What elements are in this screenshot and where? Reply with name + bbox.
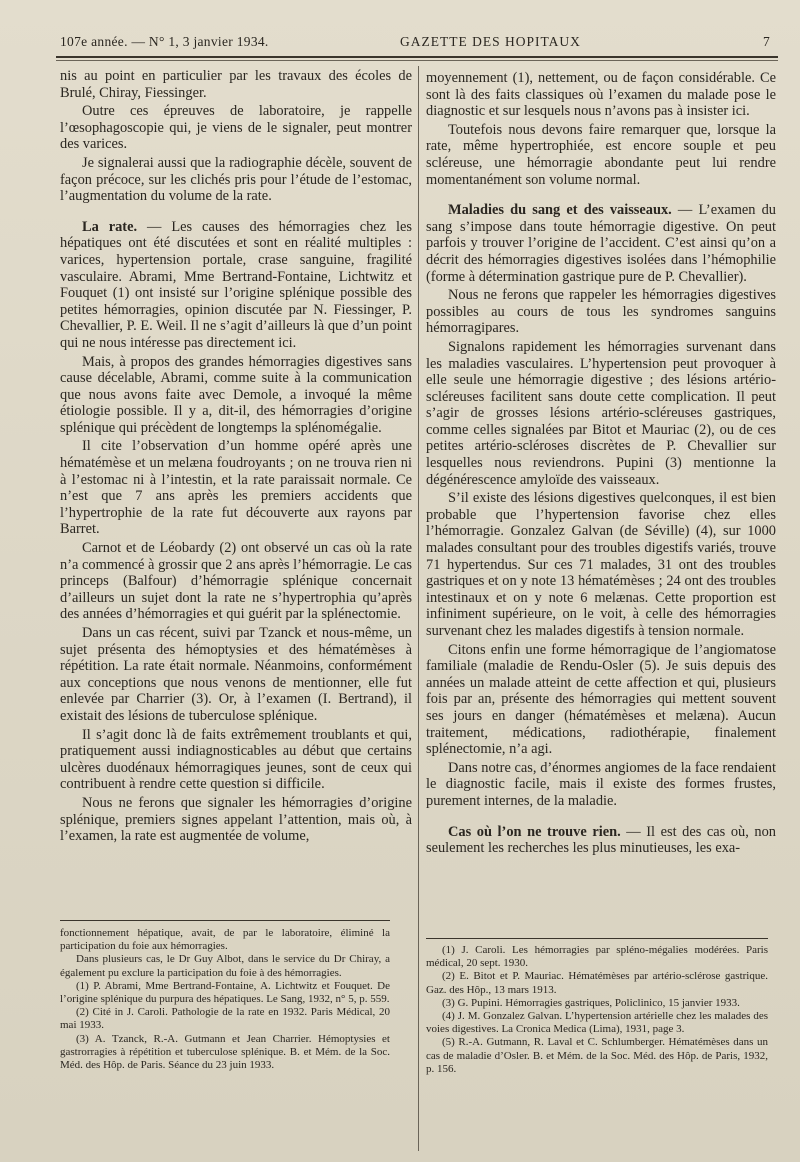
paragraph: Il s’agit donc là de faits extrêmement troublants et qui, pratiquement aussi indiagnosticables au début que certains ulcères duodénaux hémorragiques jeunes, sont de ceux qui contribuent à rendre cette question si difficile. bbox=[60, 726, 412, 793]
paragraph-cas-ou-rien: Cas où l’on ne trouve rien. — Il est des cas où, non seulement les recherches les plus minutieuses, les exa- bbox=[426, 823, 776, 857]
footnote: Dans plusieurs cas, le Dr Guy Albot, dans le service du Dr Chiray, a également pu exclure la participation du foie à des hémorragies. bbox=[60, 953, 390, 979]
footnotes-left bbox=[60, 927, 390, 1072]
section-heading: Maladies du sang et des vaisseaux. bbox=[448, 202, 672, 219]
footnote: fonctionnement hépatique, avait, de par le laboratoire, éliminé la participation du foie aux hémorragies. bbox=[60, 927, 390, 953]
right-column bbox=[426, 70, 776, 857]
paragraph: S’il existe des lésions digestives quelconques, il est bien probable que l’hypertension favorise chez elles l’hémorragie. Gonzalez Galvan (de Séville) (4), sur 1000 malades consultant pour des troubles digestifs variés, trouve 71 hypertendus. Sur ces 71 malades, 31 ont des troubles gastriques et on y note 13 hématémèses ; 24 ont des troubles intestinaux et on y note 6 melænas. Cette proportion est infiniment supérieure, on le voit, à celle des hémorragies survenant chez les malades digestifs à tension normale. bbox=[426, 490, 776, 639]
footnote-rule-left bbox=[60, 920, 390, 921]
footnote-rule-right bbox=[426, 938, 768, 939]
header-rule bbox=[56, 56, 778, 58]
running-header bbox=[60, 32, 778, 54]
paragraph: Carnot et de Léobardy (2) ont observé un cas où la rate n’a commencé à grossir que 2 ans après l’hémorragie. Le cas princeps (Balfour) d’hémorragie splénique concernait d’ailleurs un sujet dont la rate ne s’hypertrophia qu’après des années d’hémorragies et qui guérit par la splénectomie. bbox=[60, 540, 412, 623]
footnote: (3) A. Tzanck, R.-A. Gutmann et Jean Charrier. Hémoptysies et gastrorragies à répétition et tuberculose splénique. B. et Mém. de la Soc. Méd. des Hôp. de Paris. Séance du 23 juin 1933. bbox=[60, 1032, 390, 1072]
footnote: (2) Cité in J. Caroli. Pathologie de la rate en 1932. Paris Médical, 20 mai 1933. bbox=[60, 1006, 390, 1032]
footnote: (5) R.-A. Gutmann, R. Laval et C. Schlumberger. Hématémèses dans un cas de maladie d’Osler. B. et Mém. de la Soc. Méd. des Hôp. de Paris, 1932, p. 156. bbox=[426, 1036, 768, 1075]
journal-title: GAZETTE DES HOPITAUX bbox=[400, 34, 581, 49]
section-heading: La rate. bbox=[82, 218, 138, 235]
paragraph: Signalons rapidement les hémorragies survenant dans les maladies vasculaires. L’hypertension peut provoquer à elle seule une hémorragie digestive ; des lésions artério-scléreuses facilitent sans doute cette complication. Il peut s’agir de grosses lésions artério-scléreuses gastriques, comme celles signalées par Bitot et Mauriac (2), ou de ces petites artério-scléroses discrètes de P. Chevallier sur lesquelles nous reviendrons. Pupini (3) mentionne la dégénérescence amyloïde des vaisseaux. bbox=[426, 338, 776, 488]
paragraph: Dans notre cas, d’énormes angiomes de la face rendaient le diagnostic facile, mais il existe des formes frustes, purement internes, de la maladie. bbox=[426, 759, 776, 809]
section-heading: Cas où l’on ne trouve rien. bbox=[448, 823, 621, 840]
paragraph: nis au point en particulier par les travaux des écoles de Brulé, Chiray, Fiessinger. bbox=[60, 68, 412, 101]
paragraph-maladies-du-sang: Maladies du sang et des vaisseaux. — L’examen du sang s’impose dans toute hémorragie digestive. On peut parfois y trouver l’origine de l’accident. C’est ainsi qu’on a décrit des hémorragies digestives isolées dans l’hémophilie (forme à détermination gastrique pure de P. Chevallier). bbox=[426, 202, 776, 285]
paragraph: Nous ne ferons que rappeler les hémorragies digestives possibles au cours de tous les syndromes sanguins hémorragipares. bbox=[426, 287, 776, 337]
paragraph: Je signalerai aussi que la radiographie décèle, souvent de façon précoce, sur les clichés pris pour l’étude de l’estomac, l’augmentation du volume de la rate. bbox=[60, 154, 412, 205]
footnote: (4) J. M. Gonzalez Galvan. L’hypertension artérielle chez les malades des voies digestives. La Cronica Medica (Lima), 1931, page 3. bbox=[426, 1010, 768, 1036]
paragraph: Nous ne ferons que signaler les hémorragies d’origine splénique, premiers signes appelant l’attention, mais où, à l’examen, la rate est augmentée de volume, bbox=[60, 794, 412, 845]
column-divider bbox=[418, 66, 419, 1151]
footnote: (3) G. Pupini. Hémorragies gastriques, Policlinico, 15 janvier 1933. bbox=[442, 996, 740, 1009]
paragraph: Mais, à propos des grandes hémorragies digestives sans cause décelable, Abrami, comme suite à la communication que nous avons faite avec Demole, a invoqué la même étiologie possible. Il y a, dit-il, des hémorragies d’origine splénique qui précèdent de longtemps la splénomégalie. bbox=[60, 353, 412, 436]
footnote: (1) P. Abrami, Mme Bertrand-Fontaine, A. Lichtwitz et Fouquet. De l’origine splénique du purpura des hépatiques. Le Sang, 1932, n° 5, p. 559. bbox=[60, 979, 390, 1006]
paragraph: Outre ces épreuves de laboratoire, je rappelle l’œsophagoscopie qui, je viens de le signaler, peut montrer des varices. bbox=[60, 103, 412, 153]
left-column bbox=[60, 68, 412, 845]
paragraph: Il cite l’observation d’un homme opéré après une hématémèse et un melæna foudroyants ; on ne trouva rien ni à l’estomac ni à l’intestin, et la rate paraissait normale. Ce n’est que 7 ans après les premiers accidents que l’hypertrophie de la rate fut découverte aux rayons par Barret. bbox=[60, 438, 412, 538]
footnote: (1) J. Caroli. Les hémorragies par spléno-mégalies modérées. Paris médical, 20 sept. 1930. bbox=[426, 944, 768, 970]
paragraph: Citons enfin une forme hémorragique de l’angiomatose familiale (maladie de Rendu-Osler (5). Je suis depuis des années un malade atteint de cette affection et qui, plusieurs fois par an, présente des hémorragies qui mettent souvent ses jours en danger (hématémèses et melæna). Aucun traitement, médications, radiothérapie, finalement splénectomie, n’a agi. bbox=[426, 641, 776, 758]
issue-line: 107e année. — N° 1, 3 janvier 1934. bbox=[60, 34, 269, 49]
header-rule-thin bbox=[56, 60, 778, 61]
paragraph: Toutefois nous devons faire remarquer que, lorsque la rate, même hypertrophiée, est encore souple et peu scléreuse, une hémorragie abondante peut lui rendre momentanément son volume normal. bbox=[426, 121, 776, 188]
footnotes-right bbox=[426, 944, 768, 1076]
paragraph: moyennement (1), nettement, ou de façon considérable. Ce sont là des faits classiques où l’examen du malade pose le diagnostic et sur lesquels nous n’avons pas à insister ici. bbox=[426, 70, 776, 120]
footnote: (2) E. Bitot et P. Mauriac. Hématémèses par artério-sclérose gastrique. Gaz. des Hôp., 13 mars 1913. bbox=[426, 970, 768, 996]
page-number: 7 bbox=[762, 34, 770, 49]
paragraph: Dans un cas récent, suivi par Tzanck et nous-même, un sujet présenta des hémoptysies et des hématémèses à répétition. La rate était normale. Néanmoins, conformément aux conceptions que nous venons de mentionner, elle fut enlevée par Charrier (3). Or, à l’examen (I. Bertrand), il existait des lésions de tuberculose splénique. bbox=[60, 625, 412, 724]
paragraph-la-rate: La rate. — Les causes des hémorragies chez les hépatiques ont été discutées et sont en réalité multiples : varices, hypertension portale, crase sanguine, fragilité vasculaire. Abrami, Mme Bertrand-Fontaine, Lichtwitz et Fouquet (1) ont insisté sur l’origine splénique possible des petites hémorragies, opinion discutée par N. Fiessinger, P. Chevallier, P. E. Weil. Il ne s’agit d’ailleurs là que d’un point qui ne nous intéresse pas directement ici. bbox=[60, 218, 412, 351]
